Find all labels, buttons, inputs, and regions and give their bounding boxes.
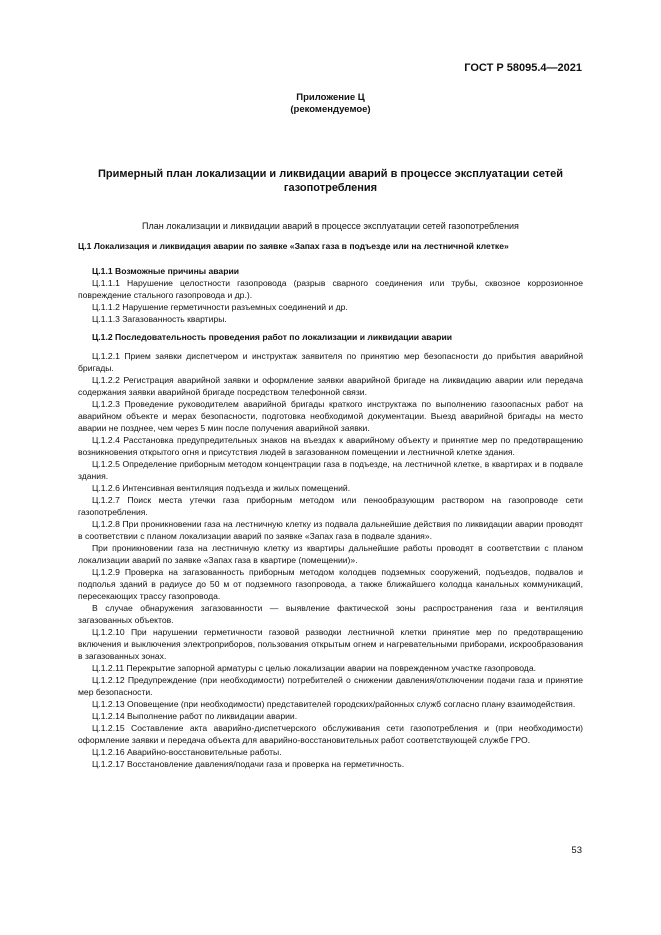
clause: Ц.1.2.3 Проведение руководителем аварийной бригады краткого инструктажа по выполнению газоопасных работ на аварийном объекте и мерах безопасности, подготовка необходимой документации. Выезд аварийной бригады на место аварии не позднее, чем через 5 мин после получения аварийной заявки. <box>78 399 583 433</box>
page-number: 53 <box>571 845 582 856</box>
clause: Ц.1.2.1 Прием заявки диспетчером и инструктаж заявителя по принятию мер безопасности до прибытия аварийной бригады. <box>78 351 583 373</box>
clause: Ц.1.1.2 Нарушение герметичности разъемных соединений и др. <box>92 302 348 312</box>
clause: Ц.1.2.14 Выполнение работ по ликвидации аварии. <box>92 711 298 721</box>
clause: Ц.1.2.4 Расстановка предупредительных знаков на въездах к аварийному объекту и принятие мер по предотвращению возникновения открытого огня и присутствия людей в загазованном помещении и лестничной клетке здания. <box>78 435 583 457</box>
clause: Ц.1.2.11 Перекрытие запорной арматуры с целью локализации аварии на поврежденном участке газопровода. <box>92 663 536 673</box>
clause: Ц.1.2.17 Восстановление давления/подачи газа и проверка на герметичность. <box>92 759 405 769</box>
appendix-label: Приложение Ц <box>296 92 365 103</box>
clause: Ц.1.2.16 Аварийно-восстановительные работы. <box>92 747 282 757</box>
clause: Ц.1.2.7 Поиск места утечки газа приборным методом или пенообразующим раствором на газопроводе сети газопотребления. <box>78 495 583 517</box>
appendix-heading <box>0 92 661 116</box>
subsection-heading: Ц.1.2 Последовательность проведения работ по локализации и ликвидации аварии <box>92 332 453 342</box>
clause: Ц.1.2.10 При нарушении герметичности газовой разводки лестничной клетки принятие мер по предотвращению включения и выключения электроприборов, пользования открытым огнем и нагревательными приборами, искрообразования в загазованных зонах. <box>78 627 583 661</box>
document-subtitle: План локализации и ликвидации аварий в процессе эксплуатации сетей газопотребления <box>142 221 519 231</box>
section-heading: Ц.1 Локализация и ликвидация аварии по заявке «Запах газа в подъезде или на лестничной клетке» <box>78 241 509 251</box>
clause: Ц.1.2.15 Составление акта аварийно-диспетчерского обслуживания сети газопотребления и (при необходимости) оформление заявки и передача объекта для аварийно-восстановительных работ соответствующей службе ГРО. <box>78 723 583 745</box>
clause: Ц.1.1.3 Загазованность квартиры. <box>92 314 227 324</box>
clause: Ц.1.2.12 Предупреждение (при необходимости) потребителей о снижении давления/отключении подачи газа и принятие мер безопасности. <box>78 675 583 697</box>
appendix-status: (рекомендуемое) <box>290 104 371 115</box>
clause: Ц.1.2.13 Оповещение (при необходимости) представителей городских/районных служб согласно плану взаимодействия. <box>92 699 576 709</box>
clause: Ц.1.2.6 Интенсивная вентиляция подъезда и жилых помещений. <box>92 483 351 493</box>
clause: При проникновении газа на лестничную клетку из квартиры дальнейшие работы проводят в соответствии с планом локализации аварий по заявке «Запах газа в квартире (помещении)». <box>78 543 583 565</box>
clause: Ц.1.1.1 Нарушение целостности газопровода (разрыв сварного соединения или трубы, сквозное коррозионное повреждение стального газопровода и др.). <box>78 278 583 300</box>
standard-designation: ГОСТ Р 58095.4—2021 <box>464 62 582 74</box>
clause: Ц.1.2.2 Регистрация аварийной заявки и оформление заявки аварийной бригаде на ликвидацию аварии или передача содержания заявки аварийной бригаде посредством телефонной связи. <box>78 375 583 397</box>
document-title: Примерный план локализации и ликвидации аварий в процессе эксплуатации сетей газопотребления <box>98 168 563 194</box>
clause: Ц.1.2.5 Определение приборным методом концентрации газа в подъезде, на лестничной клетке, в квартирах и в подвале здания. <box>78 459 583 481</box>
clause: Ц.1.2.8 При проникновении газа на лестничную клетку из подвала дальнейшие действия по ликвидации аварии проводят в соответствии с планом локализации аварий по заявке «Запах газа в подвале здания». <box>78 519 583 541</box>
subsection-heading: Ц.1.1 Возможные причины аварии <box>92 266 240 276</box>
clause: Ц.1.2.9 Проверка на загазованность приборным методом колодцев подземных сооружений, подъездов, подвалов и подполья зданий в радиусе до 50 м от подземного газопровода, а также ближайшего колодца канальных коммуникаций, пересекающих трассу газопровода. <box>78 567 583 601</box>
clause: В случае обнаружения загазованности — выявление фактической зоны распространения газа и вентиляция загазованных объектов. <box>78 603 583 625</box>
document-body <box>78 240 583 770</box>
